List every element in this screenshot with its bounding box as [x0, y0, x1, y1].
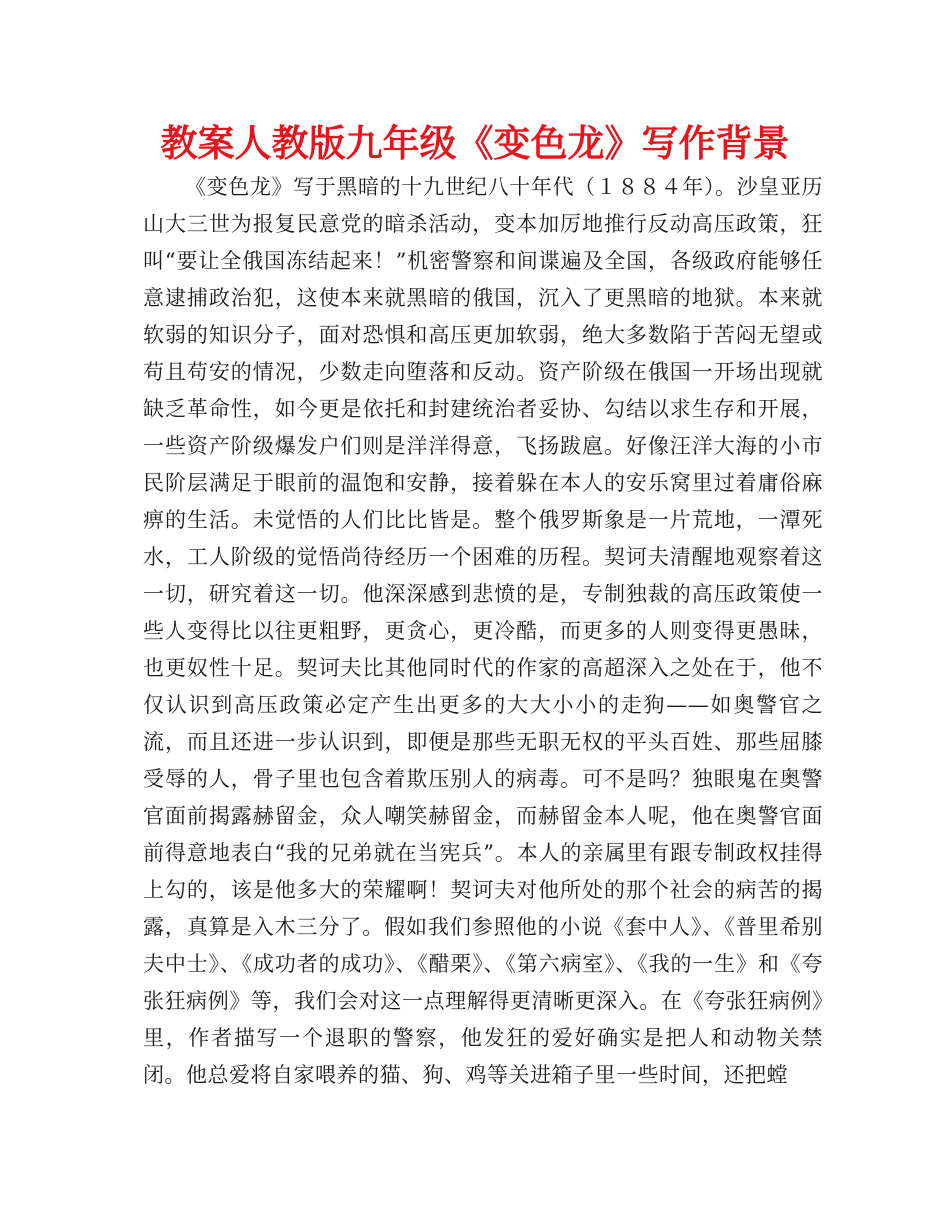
document-title: 教案人教版九年级《变色龙》写作背景: [160, 122, 790, 165]
document-body-paragraph: 《变色龙》写于黑暗的十九世纪八十年代（１８８４年）。沙皇亚历山大三世为报复民意党的暗杀活动，变本加厉地推行反动高压政策，狂叫“要让全俄国冻结起来！”机密警察和间谍遍及全国，各级政府能够任意逮捕政治犯，这使本来就黑暗的俄国，沉入了更黑暗的地狱。本来就软弱的知识分子，面对恐惧和高压更加软弱，绝大多数陷于苦闷无望或苟且苟安的情况，少数走向堕落和反动。资产阶级在俄国一开场出现就缺乏革命性，如今更是依托和封建统治者妥协、勾结以求生存和开展，一些资产阶级爆发户们则是洋洋得意，飞扬跋扈。好像汪洋大海的小市民阶层满足于眼前的温饱和安静，接着躲在本人的安乐窝里过着庸俗麻痹的生活。未觉悟的人们比比皆是。整个俄罗斯象是一片荒地，一潭死水，工人阶级的觉悟尚待经历一个困难的历程。契诃夫清醒地观察着这一切，研究着这一切。他深深感到悲愤的是，专制独裁的高压政策使一些人变得比以往更粗野，更贪心，更冷酷，而更多的人则变得更愚昧，也更奴性十足。契诃夫比其他同时代的作家的高超深入之处在于，他不仅认识到高压政策必定产生出更多的大大小小的走狗——如奥警官之流，而且还进一步认识到，即便是那些无职无权的平头百姓、那些屈膝受辱的人，骨子里也包含着欺压别人的病毒。可不是吗？独眼鬼在奥警官面前揭露赫留金，众人嘲笑赫留金，而赫留金本人呢，他在奥警官面前得意地表白“我的兄弟就在当宪兵”。本人的亲属里有跟专制政权挂得上勾的，该是他多大的荣耀啊！契诃夫对他所处的那个社会的病苦的揭露，真算是入木三分了。假如我们参照他的小说《套中人》、《普里希别夫中士》、《成功者的成功》、《醋栗》、《第六病室》、《我的一生》和《夸张狂病例》等，我们会对这一点理解得更清晰更深入。在《夸张狂病例》里，作者描写一个退职的警察，他发狂的爱好确实是把人和动物关禁闭。他总爱将自家喂养的猫、狗、鸡等关进箱子里一些时间，还把螳: [143, 175, 823, 1087]
